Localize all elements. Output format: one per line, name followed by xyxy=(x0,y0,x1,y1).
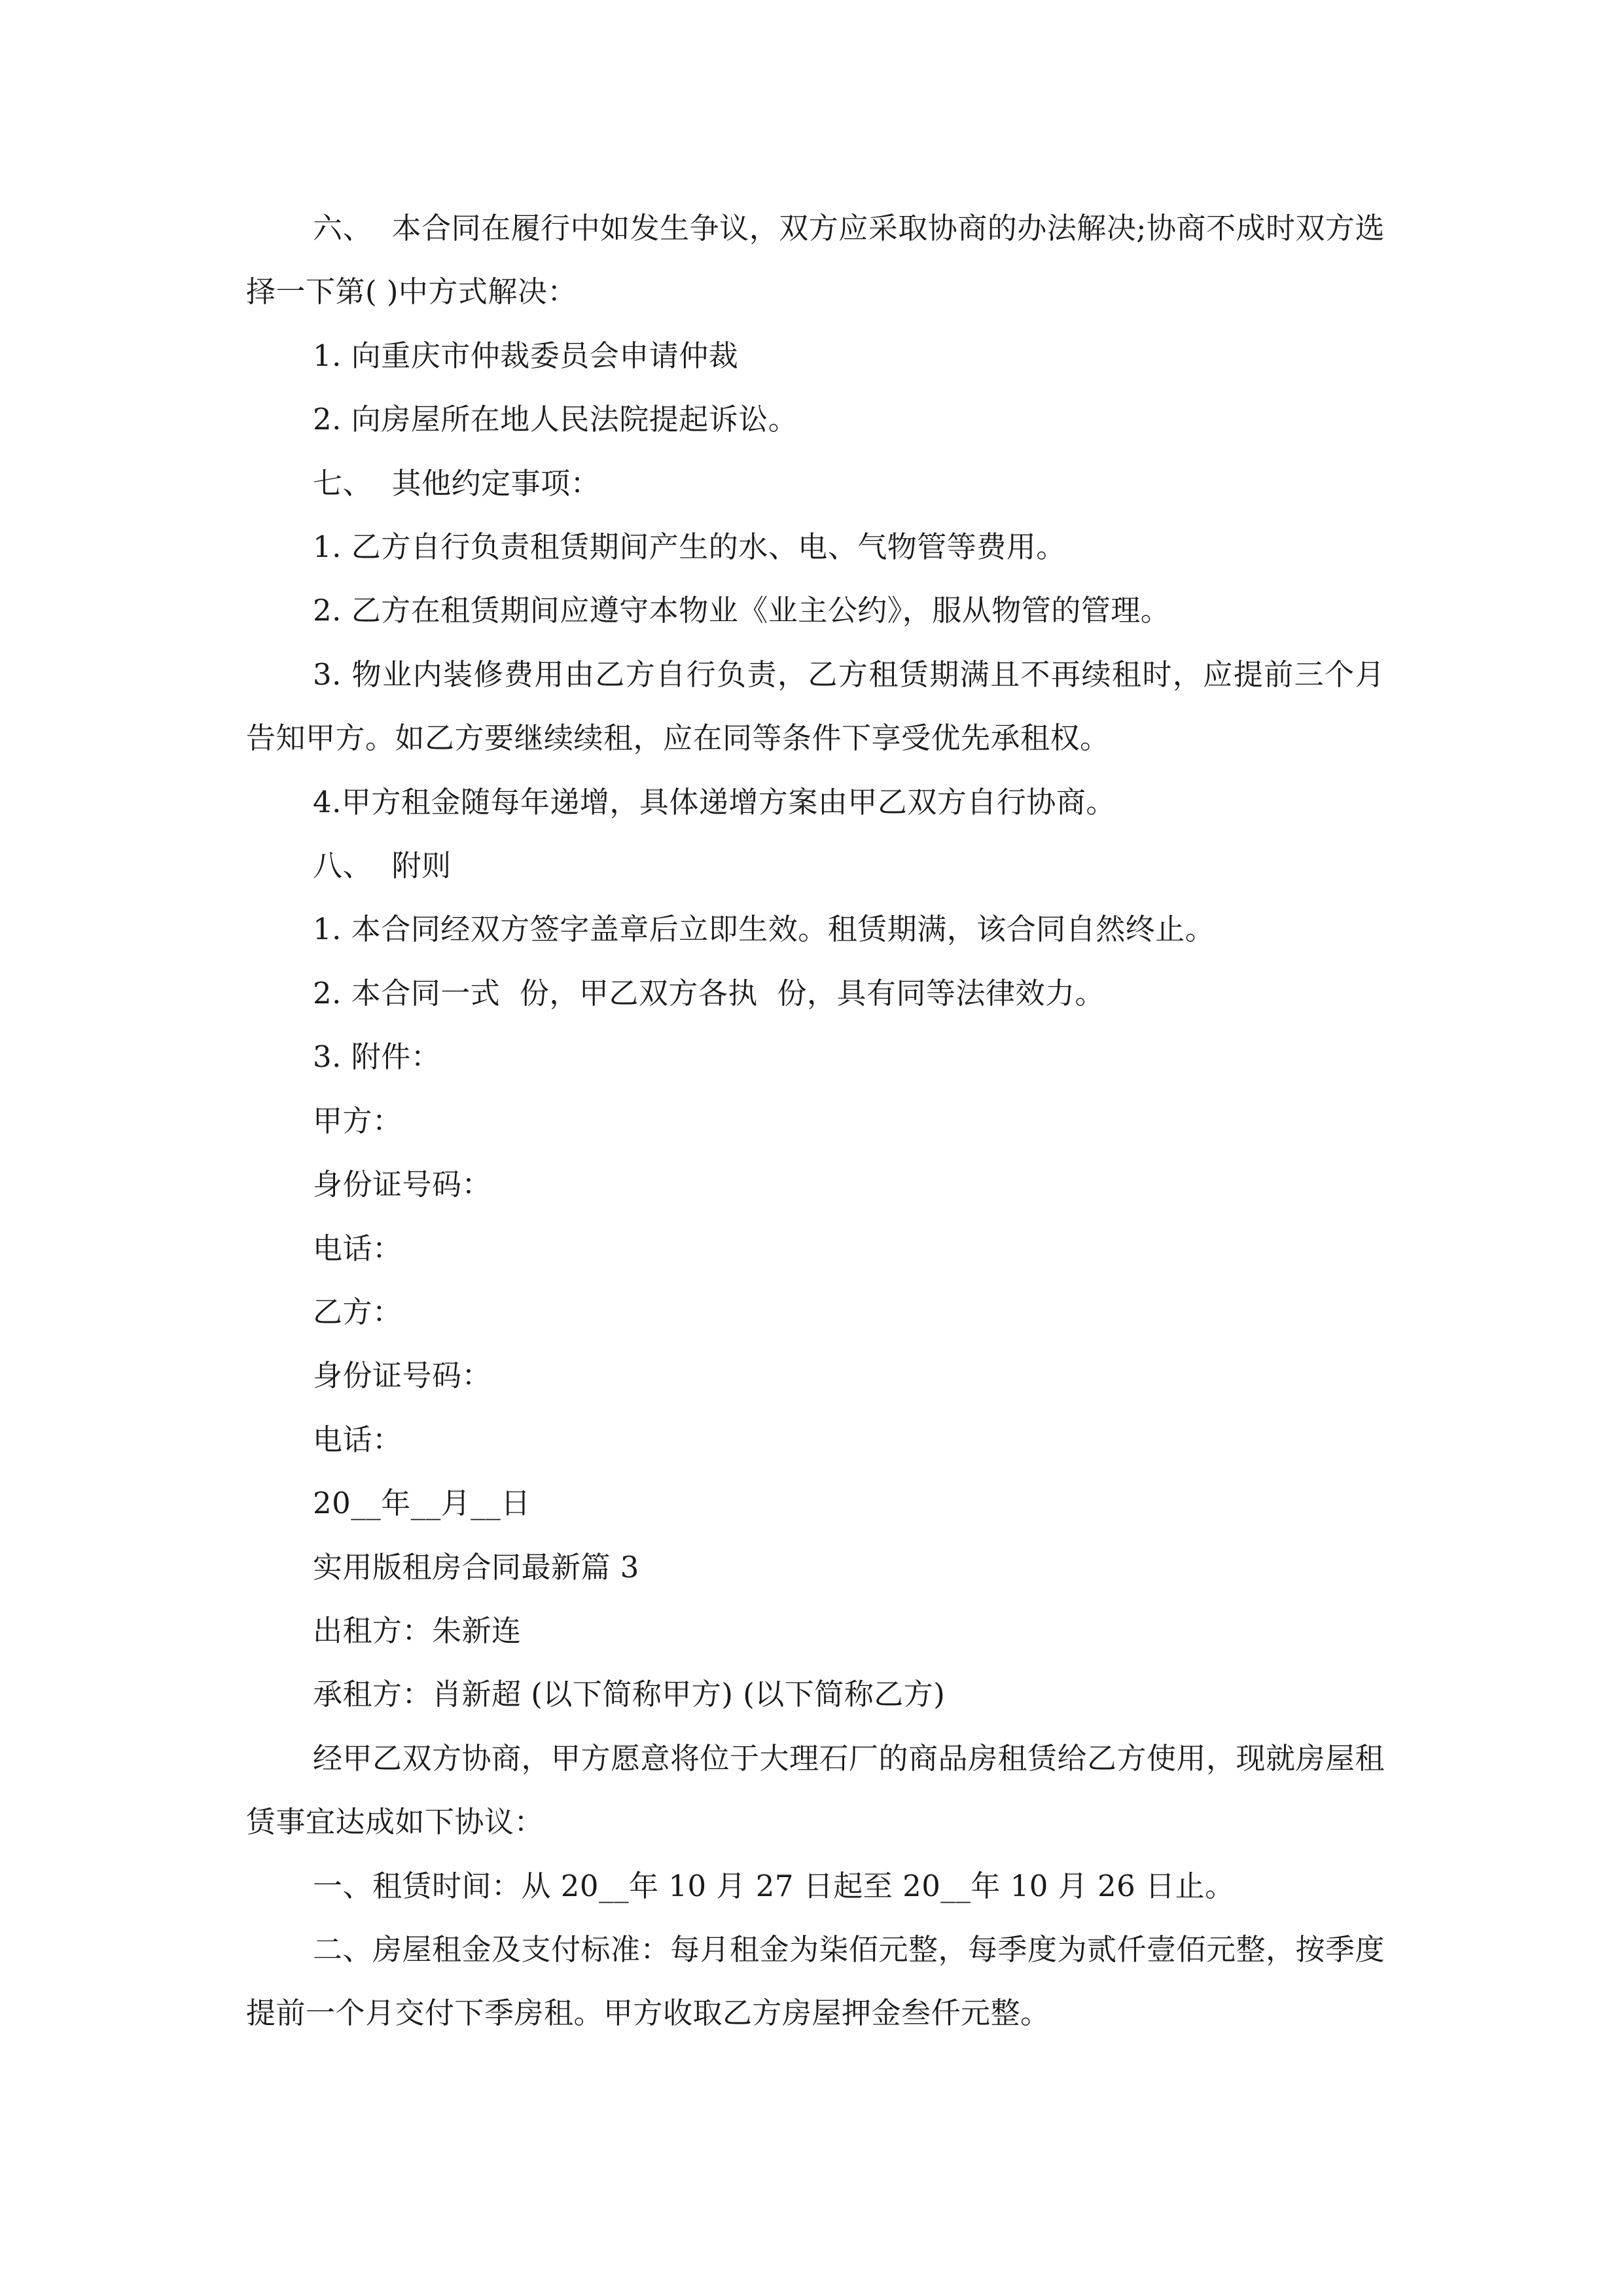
clause-seven-item-4: 4.甲方租金随每年递增，具体递增方案由甲乙双方自行协商。 xyxy=(313,784,1116,819)
party-a-label: 甲方： xyxy=(313,1103,402,1138)
dispute-option-litigation: 2. 向房屋所在地人民法院提起诉讼。 xyxy=(313,402,798,437)
rent-payment-clause: 二、房屋租金及支付标准：每月租金为柒佰元整，每季度为贰仟壹佰元整，按季度提前一个月交付下季房租。甲方收取乙方房屋押金叁仟元整。 xyxy=(246,1931,1385,2031)
clause-six-dispute: 六、 本合同在履行中如发生争议，双方应采取协商的办法解决;协商不成时双方选择一下第( )中方式解决： xyxy=(246,211,1385,310)
clause-eight-item-3: 3. 附件： xyxy=(313,1039,441,1075)
signing-date: 20__年__月__日 xyxy=(313,1486,531,1521)
clause-seven-item-2: 2. 乙方在租赁期间应遵守本物业《业主公约》，服从物管的管理。 xyxy=(313,593,1171,628)
party-b-id-label: 身份证号码： xyxy=(313,1358,492,1393)
clause-eight-item-1: 1. 本合同经双方签字盖章后立即生效。租赁期满，该合同自然终止。 xyxy=(313,912,1215,947)
clause-seven-item-3: 3. 物业内装修费用由乙方自行负责，乙方租赁期满且不再续租时，应提前三个月告知甲方。如乙方要继续续租，应在同等条件下享受优先承租权。 xyxy=(246,656,1385,756)
clause-seven-heading: 七、 其他约定事项： xyxy=(313,465,601,501)
party-b-phone-label: 电话： xyxy=(313,1422,402,1457)
preamble: 经甲乙双方协商，甲方愿意将位于大理石厂的商品房租赁给乙方使用，现就房屋租赁事宜达成如下协议： xyxy=(246,1740,1385,1840)
party-a-phone-label: 电话： xyxy=(313,1230,402,1266)
party-a-id-label: 身份证号码： xyxy=(313,1167,492,1202)
section-title: 实用版租房合同最新篇 3 xyxy=(313,1549,639,1585)
clause-eight-item-2: 2. 本合同一式 份，甲乙双方各执 份，具有同等法律效力。 xyxy=(313,975,1105,1011)
party-b-label: 乙方： xyxy=(313,1294,402,1329)
lessor: 出租方：朱新连 xyxy=(313,1613,522,1648)
document-body xyxy=(246,196,1385,2045)
lessee: 承租方：肖新超 (以下简称甲方) (以下简称乙方) xyxy=(313,1677,946,1712)
lease-term-clause: 一、租赁时间：从 20__年 10 月 27 日起至 20__年 10 月 26 日止。 xyxy=(313,1868,1235,1903)
clause-eight-heading: 八、 附则 xyxy=(313,848,452,884)
clause-seven-item-1: 1. 乙方自行负责租赁期间产生的水、电、气物管等费用。 xyxy=(313,529,1066,565)
dispute-option-arbitration: 1. 向重庆市仲裁委员会申请仲裁 xyxy=(313,338,739,373)
